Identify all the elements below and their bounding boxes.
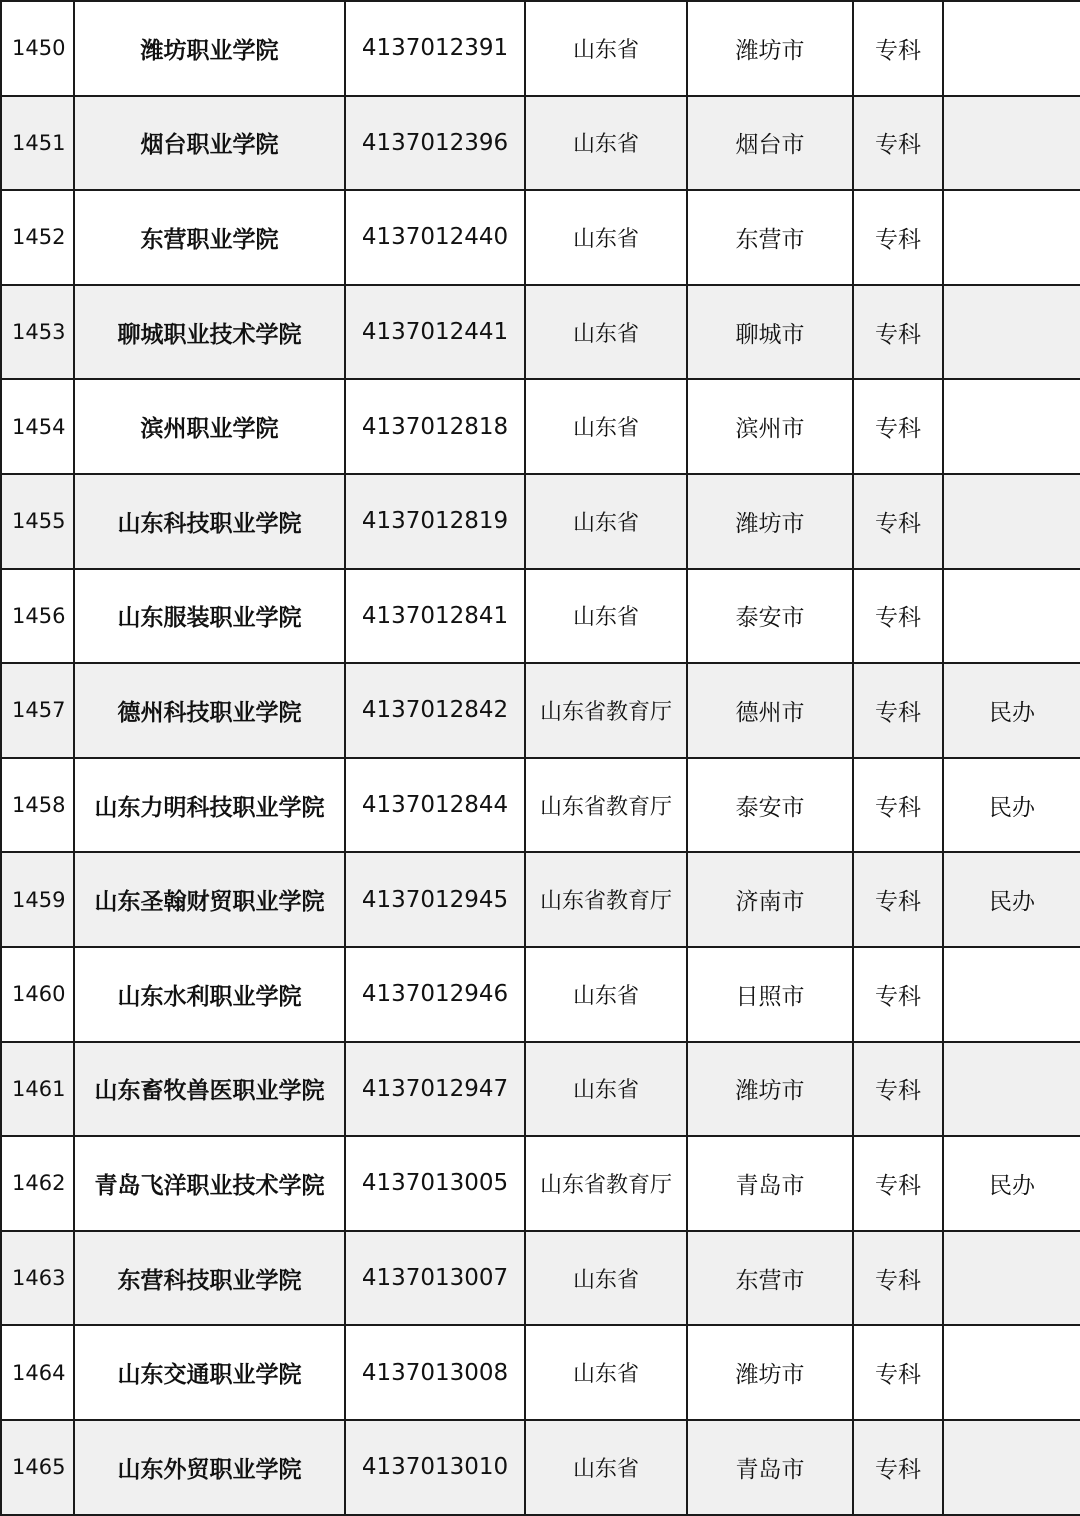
level: 专科 <box>853 1042 943 1137</box>
college-code: 4137012391 <box>345 1 525 96</box>
city: 青岛市 <box>687 1420 853 1515</box>
authority: 山东省教育厅 <box>525 663 687 758</box>
table-row <box>1 1042 1080 1137</box>
college-name: 山东圣翰财贸职业学院 <box>74 852 345 947</box>
authority: 山东省 <box>525 474 687 569</box>
authority: 山东省 <box>525 1 687 96</box>
row-number: 1453 <box>1 285 74 380</box>
remark: 民办 <box>943 663 1080 758</box>
college-code: 4137012947 <box>345 1042 525 1137</box>
remark: 民办 <box>943 1136 1080 1231</box>
city: 潍坊市 <box>687 1 853 96</box>
remark <box>943 285 1080 380</box>
remark <box>943 569 1080 664</box>
row-number: 1454 <box>1 379 74 474</box>
college-name: 青岛飞洋职业技术学院 <box>74 1136 345 1231</box>
college-table-body <box>1 1 1080 1515</box>
remark <box>943 1420 1080 1515</box>
authority: 山东省 <box>525 96 687 191</box>
remark: 民办 <box>943 758 1080 853</box>
authority: 山东省教育厅 <box>525 758 687 853</box>
table-row <box>1 474 1080 569</box>
remark <box>943 1325 1080 1420</box>
city: 潍坊市 <box>687 1042 853 1137</box>
authority: 山东省 <box>525 1420 687 1515</box>
remark: 民办 <box>943 852 1080 947</box>
authority: 山东省 <box>525 569 687 664</box>
remark <box>943 190 1080 285</box>
remark <box>943 379 1080 474</box>
row-number: 1462 <box>1 1136 74 1231</box>
row-number: 1457 <box>1 663 74 758</box>
row-number: 1450 <box>1 1 74 96</box>
college-name: 山东外贸职业学院 <box>74 1420 345 1515</box>
table-row <box>1 1420 1080 1515</box>
level: 专科 <box>853 663 943 758</box>
authority: 山东省 <box>525 1042 687 1137</box>
college-code: 4137013008 <box>345 1325 525 1420</box>
college-name: 山东科技职业学院 <box>74 474 345 569</box>
college-name: 聊城职业技术学院 <box>74 285 345 380</box>
college-code: 4137012945 <box>345 852 525 947</box>
authority: 山东省 <box>525 379 687 474</box>
college-name: 滨州职业学院 <box>74 379 345 474</box>
city: 东营市 <box>687 1231 853 1326</box>
table-row <box>1 1231 1080 1326</box>
table-row <box>1 758 1080 853</box>
authority: 山东省 <box>525 190 687 285</box>
level: 专科 <box>853 474 943 569</box>
college-name: 山东服装职业学院 <box>74 569 345 664</box>
college-code: 4137012440 <box>345 190 525 285</box>
table-row <box>1 285 1080 380</box>
college-name: 东营职业学院 <box>74 190 345 285</box>
city: 济南市 <box>687 852 853 947</box>
city: 东营市 <box>687 190 853 285</box>
row-number: 1456 <box>1 569 74 664</box>
college-code: 4137013007 <box>345 1231 525 1326</box>
level: 专科 <box>853 190 943 285</box>
city: 潍坊市 <box>687 1325 853 1420</box>
authority: 山东省教育厅 <box>525 1136 687 1231</box>
city: 聊城市 <box>687 285 853 380</box>
college-name: 潍坊职业学院 <box>74 1 345 96</box>
level: 专科 <box>853 1325 943 1420</box>
level: 专科 <box>853 1 943 96</box>
level: 专科 <box>853 1231 943 1326</box>
row-number: 1455 <box>1 474 74 569</box>
authority: 山东省 <box>525 1231 687 1326</box>
remark <box>943 1231 1080 1326</box>
row-number: 1452 <box>1 190 74 285</box>
remark <box>943 474 1080 569</box>
remark <box>943 96 1080 191</box>
table-row <box>1 947 1080 1042</box>
college-code: 4137012441 <box>345 285 525 380</box>
level: 专科 <box>853 758 943 853</box>
college-code: 4137013005 <box>345 1136 525 1231</box>
college-code: 4137012946 <box>345 947 525 1042</box>
city: 德州市 <box>687 663 853 758</box>
city: 泰安市 <box>687 758 853 853</box>
city: 烟台市 <box>687 96 853 191</box>
remark <box>943 1042 1080 1137</box>
college-name: 东营科技职业学院 <box>74 1231 345 1326</box>
city: 潍坊市 <box>687 474 853 569</box>
table-row <box>1 569 1080 664</box>
college-name: 德州科技职业学院 <box>74 663 345 758</box>
row-number: 1464 <box>1 1325 74 1420</box>
authority: 山东省 <box>525 947 687 1042</box>
college-name: 烟台职业学院 <box>74 96 345 191</box>
row-number: 1451 <box>1 96 74 191</box>
college-name: 山东交通职业学院 <box>74 1325 345 1420</box>
table-row <box>1 1325 1080 1420</box>
remark <box>943 1 1080 96</box>
college-name: 山东畜牧兽医职业学院 <box>74 1042 345 1137</box>
row-number: 1465 <box>1 1420 74 1515</box>
table-row <box>1 379 1080 474</box>
college-code: 4137012841 <box>345 569 525 664</box>
city: 泰安市 <box>687 569 853 664</box>
college-code: 4137012844 <box>345 758 525 853</box>
college-code: 4137013010 <box>345 1420 525 1515</box>
table-row <box>1 96 1080 191</box>
level: 专科 <box>853 852 943 947</box>
college-code: 4137012396 <box>345 96 525 191</box>
remark <box>943 947 1080 1042</box>
level: 专科 <box>853 947 943 1042</box>
row-number: 1460 <box>1 947 74 1042</box>
city: 青岛市 <box>687 1136 853 1231</box>
level: 专科 <box>853 1136 943 1231</box>
row-number: 1459 <box>1 852 74 947</box>
college-code: 4137012818 <box>345 379 525 474</box>
city: 滨州市 <box>687 379 853 474</box>
table-row <box>1 190 1080 285</box>
authority: 山东省 <box>525 285 687 380</box>
authority: 山东省教育厅 <box>525 852 687 947</box>
row-number: 1461 <box>1 1042 74 1137</box>
college-code: 4137012842 <box>345 663 525 758</box>
level: 专科 <box>853 379 943 474</box>
college-name: 山东力明科技职业学院 <box>74 758 345 853</box>
table-row <box>1 1 1080 96</box>
row-number: 1463 <box>1 1231 74 1326</box>
table-row <box>1 852 1080 947</box>
level: 专科 <box>853 1420 943 1515</box>
college-name: 山东水利职业学院 <box>74 947 345 1042</box>
level: 专科 <box>853 96 943 191</box>
city: 日照市 <box>687 947 853 1042</box>
college-code: 4137012819 <box>345 474 525 569</box>
level: 专科 <box>853 569 943 664</box>
table-row <box>1 663 1080 758</box>
row-number: 1458 <box>1 758 74 853</box>
table-row <box>1 1136 1080 1231</box>
level: 专科 <box>853 285 943 380</box>
authority: 山东省 <box>525 1325 687 1420</box>
